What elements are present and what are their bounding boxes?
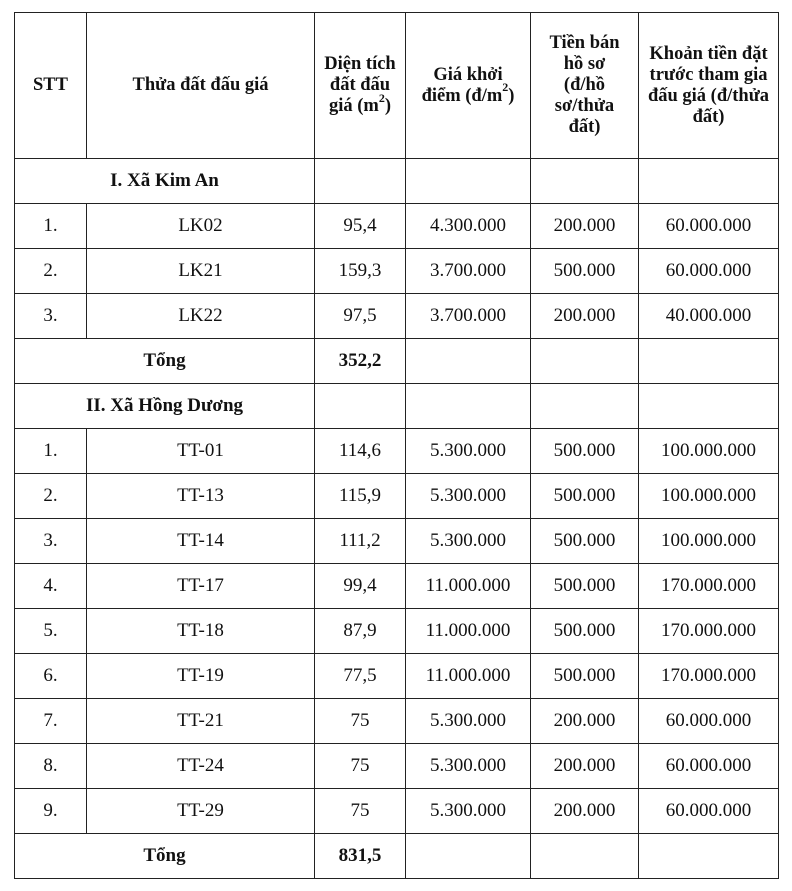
cell-stt: 1.: [15, 429, 87, 474]
empty-cell: [406, 159, 531, 204]
cell-stt: 4.: [15, 564, 87, 609]
cell-deposit: 60.000.000: [639, 204, 779, 249]
cell-area: 111,2: [315, 519, 406, 564]
header-deposit: Khoản tiền đặt trước tham gia đấu giá (đ/thửa đất): [639, 13, 779, 159]
cell-stt: 3.: [15, 519, 87, 564]
empty-cell: [639, 834, 779, 879]
empty-cell: [531, 384, 639, 429]
cell-area: 114,6: [315, 429, 406, 474]
cell-parcel: TT-13: [87, 474, 315, 519]
empty-cell: [315, 384, 406, 429]
total-row: [15, 339, 779, 384]
auction-land-table: [14, 12, 779, 879]
empty-cell: [315, 159, 406, 204]
header-area-end: ): [384, 96, 391, 116]
empty-cell: [531, 339, 639, 384]
cell-stt: 2.: [15, 249, 87, 294]
cell-parcel: TT-21: [87, 699, 315, 744]
cell-parcel: TT-18: [87, 609, 315, 654]
cell-fee: 200.000: [531, 699, 639, 744]
cell-area: 99,4: [315, 564, 406, 609]
cell-parcel: TT-24: [87, 744, 315, 789]
cell-deposit: 60.000.000: [639, 789, 779, 834]
cell-fee: 500.000: [531, 474, 639, 519]
table-row: [15, 249, 779, 294]
cell-deposit: 60.000.000: [639, 699, 779, 744]
cell-area: 75: [315, 789, 406, 834]
cell-fee: 500.000: [531, 654, 639, 699]
cell-area: 115,9: [315, 474, 406, 519]
empty-cell: [406, 834, 531, 879]
cell-parcel: LK21: [87, 249, 315, 294]
header-area-text: Diện tích đất đấu giá (m: [324, 54, 396, 116]
cell-fee: 500.000: [531, 609, 639, 654]
cell-parcel: TT-01: [87, 429, 315, 474]
header-fee: Tiền bán hồ sơ (đ/hồ sơ/thửa đất): [531, 13, 639, 159]
cell-parcel: TT-14: [87, 519, 315, 564]
header-price-end: ): [508, 85, 515, 106]
cell-price: 5.300.000: [406, 744, 531, 789]
cell-area: 77,5: [315, 654, 406, 699]
total-label: Tổng: [15, 834, 315, 879]
table-row: [15, 654, 779, 699]
header-price-text: Giá khởi điểm (đ/m: [421, 64, 503, 106]
section-title: II. Xã Hồng Dương: [15, 384, 315, 429]
empty-cell: [639, 384, 779, 429]
cell-stt: 7.: [15, 699, 87, 744]
header-price-sup: 2: [502, 80, 509, 95]
table-row: [15, 204, 779, 249]
cell-deposit: 40.000.000: [639, 294, 779, 339]
cell-fee: 200.000: [531, 789, 639, 834]
cell-price: 11.000.000: [406, 609, 531, 654]
cell-deposit: 60.000.000: [639, 744, 779, 789]
cell-stt: 3.: [15, 294, 87, 339]
cell-area: 75: [315, 744, 406, 789]
total-area: 352,2: [315, 339, 406, 384]
header-area-sup: 2: [378, 90, 385, 105]
cell-fee: 200.000: [531, 294, 639, 339]
header-price: [406, 13, 531, 159]
cell-parcel: TT-19: [87, 654, 315, 699]
cell-fee: 200.000: [531, 744, 639, 789]
cell-fee: 500.000: [531, 519, 639, 564]
cell-stt: 1.: [15, 204, 87, 249]
cell-area: 75: [315, 699, 406, 744]
empty-cell: [639, 159, 779, 204]
cell-parcel: TT-17: [87, 564, 315, 609]
section-row: [15, 384, 779, 429]
table-row: [15, 429, 779, 474]
total-area: 831,5: [315, 834, 406, 879]
cell-parcel: LK22: [87, 294, 315, 339]
header-area: [315, 13, 406, 159]
cell-price: 5.300.000: [406, 474, 531, 519]
cell-price: 11.000.000: [406, 564, 531, 609]
cell-deposit: 170.000.000: [639, 654, 779, 699]
empty-cell: [531, 159, 639, 204]
cell-fee: 500.000: [531, 249, 639, 294]
cell-deposit: 100.000.000: [639, 474, 779, 519]
cell-parcel: TT-29: [87, 789, 315, 834]
cell-fee: 500.000: [531, 564, 639, 609]
section-title: I. Xã Kim An: [15, 159, 315, 204]
empty-cell: [406, 384, 531, 429]
section-row: [15, 159, 779, 204]
cell-area: 87,9: [315, 609, 406, 654]
cell-stt: 5.: [15, 609, 87, 654]
header-parcel: Thửa đất đấu giá: [87, 13, 315, 159]
cell-price: 5.300.000: [406, 519, 531, 564]
cell-deposit: 60.000.000: [639, 249, 779, 294]
cell-price: 11.000.000: [406, 654, 531, 699]
cell-deposit: 100.000.000: [639, 519, 779, 564]
table-row: [15, 744, 779, 789]
cell-stt: 8.: [15, 744, 87, 789]
cell-price: 3.700.000: [406, 294, 531, 339]
cell-price: 5.300.000: [406, 429, 531, 474]
table-row: [15, 294, 779, 339]
table-row: [15, 699, 779, 744]
cell-stt: 9.: [15, 789, 87, 834]
header-stt: STT: [15, 13, 87, 159]
table-row: [15, 564, 779, 609]
cell-price: 5.300.000: [406, 789, 531, 834]
cell-stt: 6.: [15, 654, 87, 699]
cell-area: 97,5: [315, 294, 406, 339]
cell-area: 95,4: [315, 204, 406, 249]
cell-stt: 2.: [15, 474, 87, 519]
table-row: [15, 519, 779, 564]
empty-cell: [639, 339, 779, 384]
cell-deposit: 170.000.000: [639, 609, 779, 654]
empty-cell: [531, 834, 639, 879]
cell-deposit: 100.000.000: [639, 429, 779, 474]
cell-deposit: 170.000.000: [639, 564, 779, 609]
total-row: [15, 834, 779, 879]
cell-price: 5.300.000: [406, 699, 531, 744]
cell-fee: 200.000: [531, 204, 639, 249]
total-label: Tổng: [15, 339, 315, 384]
table-row: [15, 609, 779, 654]
cell-price: 4.300.000: [406, 204, 531, 249]
table-row: [15, 789, 779, 834]
cell-parcel: LK02: [87, 204, 315, 249]
table-row: [15, 474, 779, 519]
cell-price: 3.700.000: [406, 249, 531, 294]
cell-area: 159,3: [315, 249, 406, 294]
header-row: [15, 13, 779, 159]
empty-cell: [406, 339, 531, 384]
table-body: [15, 159, 779, 879]
cell-fee: 500.000: [531, 429, 639, 474]
